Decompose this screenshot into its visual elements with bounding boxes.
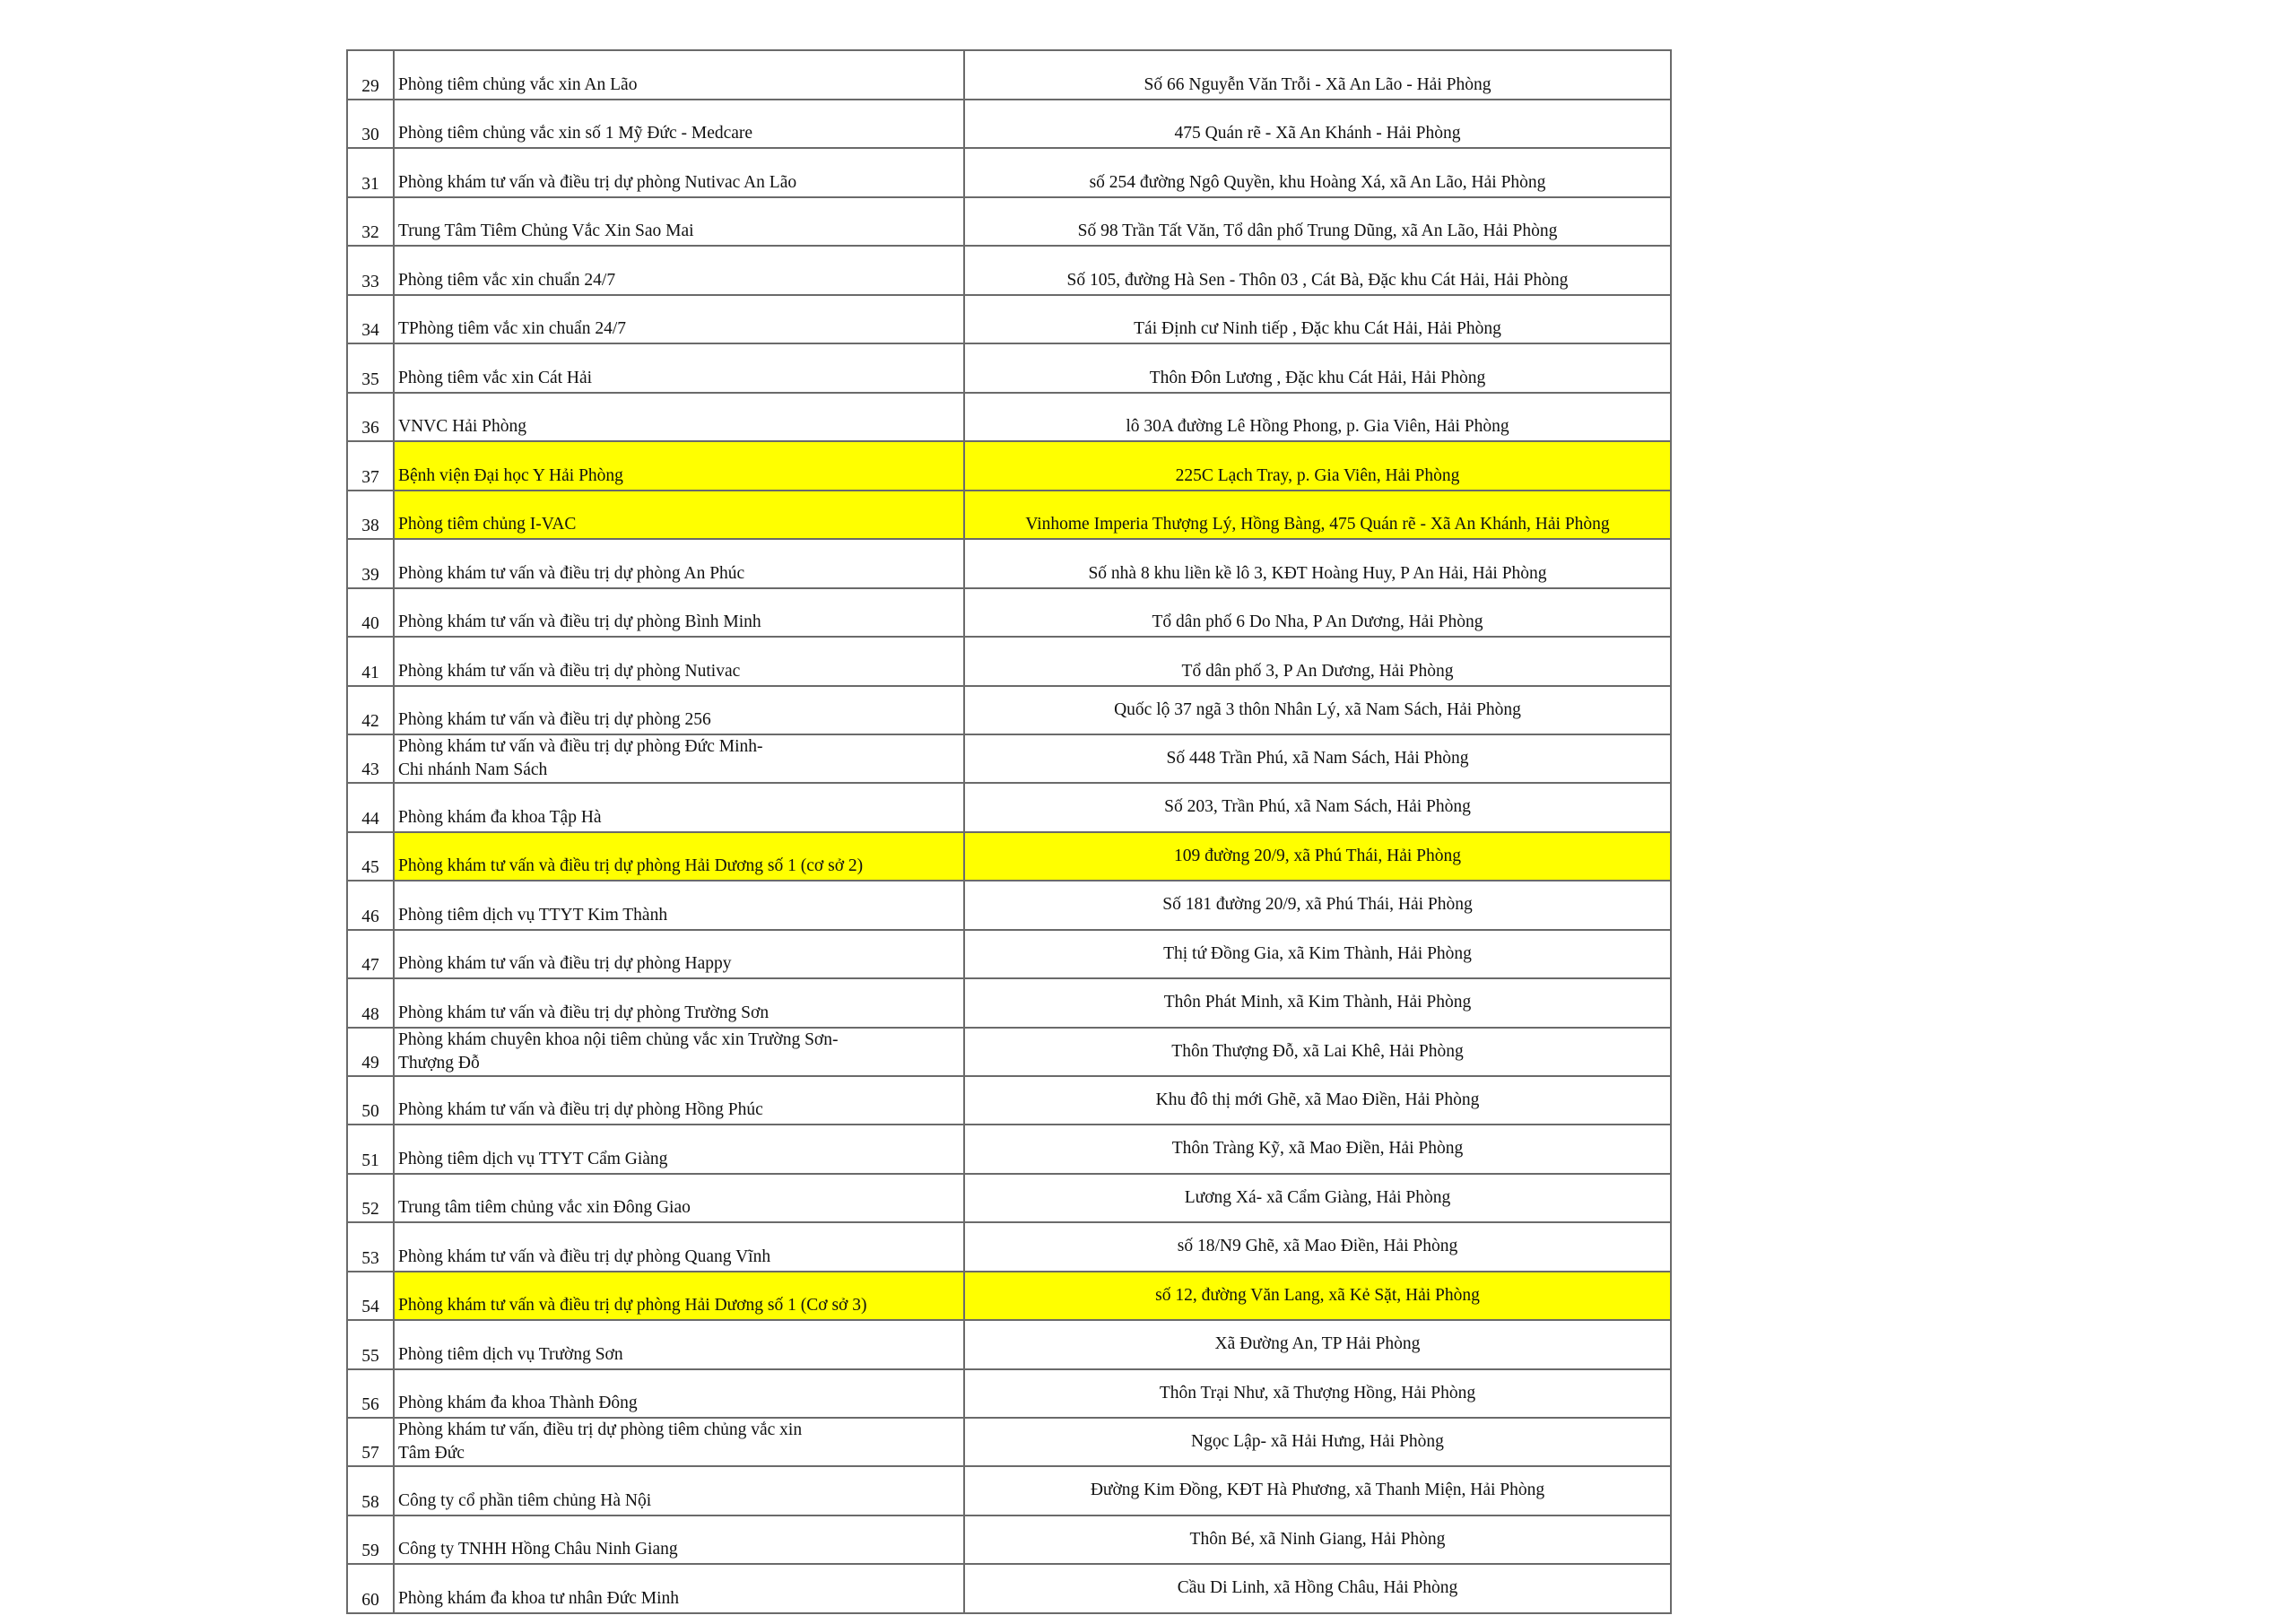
row-number: 58: [347, 1466, 394, 1515]
row-number: 52: [347, 1174, 394, 1223]
site-address: số 12, đường Văn Lang, xã Kẻ Sặt, Hải Phòng: [964, 1272, 1671, 1321]
site-address: Khu đô thị mới Ghẽ, xã Mao Điền, Hải Phòng: [964, 1076, 1671, 1125]
table-row: [347, 1272, 1671, 1321]
site-address: Vinhome Imperia Thượng Lý, Hồng Bàng, 475 Quán rẽ - Xã An Khánh, Hải Phòng: [964, 491, 1671, 540]
site-address: 225C Lạch Tray, p. Gia Viên, Hải Phòng: [964, 441, 1671, 491]
table-row: [347, 246, 1671, 295]
row-number: 39: [347, 539, 394, 588]
site-name: Phòng tiêm dịch vụ Trường Sơn: [394, 1320, 964, 1369]
site-address: Tái Định cư Ninh tiếp , Đặc khu Cát Hải, Hải Phòng: [964, 295, 1671, 344]
row-number: 56: [347, 1369, 394, 1419]
row-number: 34: [347, 295, 394, 344]
table-row: [347, 148, 1671, 197]
table-row: [347, 1076, 1671, 1125]
site-name: Phòng khám tư vấn và điều trị dự phòng Hồng Phúc: [394, 1076, 964, 1125]
site-address: Quốc lộ 37 ngã 3 thôn Nhân Lý, xã Nam Sách, Hải Phòng: [964, 686, 1671, 735]
row-number: 36: [347, 393, 394, 442]
table-row: [347, 50, 1671, 100]
site-name: Phòng tiêm chủng vắc xin An Lão: [394, 50, 964, 100]
site-address: số 18/N9 Ghẽ, xã Mao Điền, Hải Phòng: [964, 1222, 1671, 1272]
site-name: Phòng khám tư vấn và điều trị dự phòng Trường Sơn: [394, 978, 964, 1028]
site-address: số 254 đường Ngô Quyền, khu Hoàng Xá, xã An Lão, Hải Phòng: [964, 148, 1671, 197]
site-address: Số 66 Nguyễn Văn Trỗi - Xã An Lão - Hải Phòng: [964, 50, 1671, 100]
site-name: Phòng khám tư vấn và điều trị dự phòng Hải Dương số 1 (cơ sở 2): [394, 832, 964, 881]
table-row: [347, 637, 1671, 686]
site-address: Ngọc Lập- xã Hải Hưng, Hải Phòng: [964, 1418, 1671, 1466]
site-name: Phòng tiêm chủng I-VAC: [394, 491, 964, 540]
site-address: Tổ dân phố 6 Do Nha, P An Dương, Hải Phòng: [964, 588, 1671, 638]
row-number: 60: [347, 1564, 394, 1613]
table-row: [347, 881, 1671, 930]
site-name: TPhòng tiêm vắc xin chuẩn 24/7: [394, 295, 964, 344]
row-number: 47: [347, 930, 394, 979]
site-address: Thôn Trại Như, xã Thượng Hồng, Hải Phòng: [964, 1369, 1671, 1419]
table-row: [347, 1028, 1671, 1076]
site-address: Thôn Bé, xã Ninh Giang, Hải Phòng: [964, 1515, 1671, 1565]
row-number: 29: [347, 50, 394, 100]
site-name: Phòng tiêm dịch vụ TTYT Cẩm Giàng: [394, 1125, 964, 1174]
row-number: 54: [347, 1272, 394, 1321]
site-name: Trung Tâm Tiêm Chủng Vắc Xin Sao Mai: [394, 197, 964, 247]
row-number: 32: [347, 197, 394, 247]
row-number: 30: [347, 100, 394, 149]
site-address: Thôn Tràng Kỹ, xã Mao Điền, Hải Phòng: [964, 1125, 1671, 1174]
row-number: 40: [347, 588, 394, 638]
row-number: 42: [347, 686, 394, 735]
site-name: Phòng khám tư vấn và điều trị dự phòng Hải Dương số 1 (Cơ sở 3): [394, 1272, 964, 1321]
table-row: [347, 978, 1671, 1028]
table-row: [347, 734, 1671, 783]
site-name: Phòng tiêm chủng vắc xin số 1 Mỹ Đức - Medcare: [394, 100, 964, 149]
site-name-line: Thượng Đỗ: [398, 1053, 480, 1073]
table-row: [347, 1466, 1671, 1515]
table-row: [347, 100, 1671, 149]
site-name: [394, 1028, 964, 1076]
table-row: [347, 295, 1671, 344]
site-name: Phòng tiêm dịch vụ TTYT Kim Thành: [394, 881, 964, 930]
table-row: [347, 1222, 1671, 1272]
site-address: lô 30A đường Lê Hồng Phong, p. Gia Viên, Hải Phòng: [964, 393, 1671, 442]
table-row: [347, 491, 1671, 540]
site-name: [394, 1418, 964, 1466]
row-number: 38: [347, 491, 394, 540]
row-number: 31: [347, 148, 394, 197]
site-name: Phòng khám đa khoa Tập Hà: [394, 783, 964, 832]
table-row: [347, 1320, 1671, 1369]
site-name-line: Phòng khám tư vấn và điều trị dự phòng Đức Minh-: [398, 737, 763, 756]
site-address: Thôn Đôn Lương , Đặc khu Cát Hải, Hải Phòng: [964, 343, 1671, 393]
site-name: Bệnh viện Đại học Y Hải Phòng: [394, 441, 964, 491]
table-row: [347, 783, 1671, 832]
row-number: 35: [347, 343, 394, 393]
row-number: 48: [347, 978, 394, 1028]
table-row: [347, 588, 1671, 638]
table-row: [347, 441, 1671, 491]
site-address: Số 98 Trần Tất Văn, Tổ dân phố Trung Dũng, xã An Lão, Hải Phòng: [964, 197, 1671, 247]
table-row: [347, 930, 1671, 979]
site-name: Phòng khám tư vấn và điều trị dự phòng An Phúc: [394, 539, 964, 588]
site-name-line: Tâm Đức: [398, 1444, 465, 1463]
site-address: Xã Đường An, TP Hải Phòng: [964, 1320, 1671, 1369]
site-address: Số 203, Trần Phú, xã Nam Sách, Hải Phòng: [964, 783, 1671, 832]
row-number: 50: [347, 1076, 394, 1125]
row-number: 37: [347, 441, 394, 491]
row-number: 57: [347, 1418, 394, 1466]
vaccination-sites-table: [346, 49, 1672, 1614]
site-name-line: Phòng khám tư vấn, điều trị dự phòng tiêm chủng vắc xin: [398, 1420, 803, 1439]
site-name: Phòng khám tư vấn và điều trị dự phòng Bình Minh: [394, 588, 964, 638]
site-name-line: Phòng khám chuyên khoa nội tiêm chủng vắc xin Trường Sơn-: [398, 1029, 839, 1049]
site-address: Số 181 đường 20/9, xã Phú Thái, Hải Phòng: [964, 881, 1671, 930]
site-name: Phòng khám đa khoa Thành Đông: [394, 1369, 964, 1419]
row-number: 46: [347, 881, 394, 930]
row-number: 44: [347, 783, 394, 832]
row-number: 53: [347, 1222, 394, 1272]
site-address: Thị tứ Đồng Gia, xã Kim Thành, Hải Phòng: [964, 930, 1671, 979]
site-name: Phòng khám tư vấn và điều trị dự phòng Nutivac: [394, 637, 964, 686]
site-name: Công ty cổ phần tiêm chủng Hà Nội: [394, 1466, 964, 1515]
site-name: VNVC Hải Phòng: [394, 393, 964, 442]
row-number: 59: [347, 1515, 394, 1565]
table-row: [347, 1418, 1671, 1466]
site-name: Phòng khám tư vấn và điều trị dự phòng Happy: [394, 930, 964, 979]
row-number: 55: [347, 1320, 394, 1369]
site-address: Số 105, đường Hà Sen - Thôn 03 , Cát Bà, Đặc khu Cát Hải, Hải Phòng: [964, 246, 1671, 295]
site-name: Phòng khám đa khoa tư nhân Đức Minh: [394, 1564, 964, 1613]
table-row: [347, 1564, 1671, 1613]
table-row: [347, 1174, 1671, 1223]
row-number: 41: [347, 637, 394, 686]
site-address: Lương Xá- xã Cẩm Giàng, Hải Phòng: [964, 1174, 1671, 1223]
site-name: Phòng tiêm vắc xin chuẩn 24/7: [394, 246, 964, 295]
site-name: Phòng khám tư vấn và điều trị dự phòng Nutivac An Lão: [394, 148, 964, 197]
table-row: [347, 197, 1671, 247]
site-name: Phòng tiêm vắc xin Cát Hải: [394, 343, 964, 393]
site-name: Phòng khám tư vấn và điều trị dự phòng 256: [394, 686, 964, 735]
site-address: 109 đường 20/9, xã Phú Thái, Hải Phòng: [964, 832, 1671, 881]
table-row: [347, 343, 1671, 393]
table-row: [347, 1125, 1671, 1174]
site-name-line: Chi nhánh Nam Sách: [398, 760, 548, 779]
row-number: 49: [347, 1028, 394, 1076]
row-number: 51: [347, 1125, 394, 1174]
site-address: 475 Quán rẽ - Xã An Khánh - Hải Phòng: [964, 100, 1671, 149]
row-number: 33: [347, 246, 394, 295]
table-body: [347, 50, 1671, 1613]
table-row: [347, 393, 1671, 442]
site-name: Công ty TNHH Hồng Châu Ninh Giang: [394, 1515, 964, 1565]
site-address: Thôn Phát Minh, xã Kim Thành, Hải Phòng: [964, 978, 1671, 1028]
site-address: Đường Kim Đồng, KĐT Hà Phương, xã Thanh Miện, Hải Phòng: [964, 1466, 1671, 1515]
site-address: Cầu Di Linh, xã Hồng Châu, Hải Phòng: [964, 1564, 1671, 1613]
row-number: 45: [347, 832, 394, 881]
site-address: Số 448 Trần Phú, xã Nam Sách, Hải Phòng: [964, 734, 1671, 783]
row-number: 43: [347, 734, 394, 783]
table-row: [347, 832, 1671, 881]
site-name: [394, 734, 964, 783]
site-address: Tổ dân phố 3, P An Dương, Hải Phòng: [964, 637, 1671, 686]
table-row: [347, 686, 1671, 735]
site-name: Phòng khám tư vấn và điều trị dự phòng Quang Vĩnh: [394, 1222, 964, 1272]
table-row: [347, 539, 1671, 588]
site-address: Thôn Thượng Đỗ, xã Lai Khê, Hải Phòng: [964, 1028, 1671, 1076]
site-name: Trung tâm tiêm chủng vắc xin Đông Giao: [394, 1174, 964, 1223]
table-row: [347, 1369, 1671, 1419]
site-address: Số nhà 8 khu liền kề lô 3, KĐT Hoàng Huy, P An Hải, Hải Phòng: [964, 539, 1671, 588]
table-row: [347, 1515, 1671, 1565]
